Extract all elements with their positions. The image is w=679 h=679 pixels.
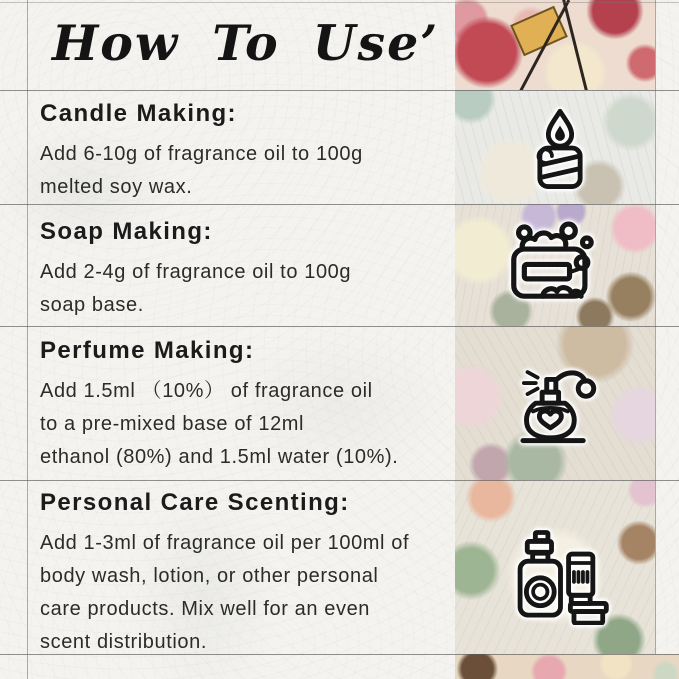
strip-edge-line bbox=[655, 0, 656, 654]
personal-care-icon bbox=[512, 528, 609, 625]
section-body-line: care products. Mix well for an even bbox=[40, 598, 371, 620]
section-body-line: scent distribution. bbox=[40, 631, 208, 653]
soap-icon bbox=[508, 221, 608, 306]
divider-line bbox=[0, 480, 679, 481]
section-body-line: body wash, lotion, or other personal bbox=[40, 565, 379, 587]
divider-line bbox=[0, 326, 679, 327]
section-body-line: ethanol (80%) and 1.5ml water (10%). bbox=[40, 446, 399, 468]
section-personal-care-scenting bbox=[40, 489, 452, 659]
section-perfume-making bbox=[40, 337, 452, 474]
left-margin-line bbox=[27, 0, 28, 679]
perfume-icon bbox=[512, 352, 607, 447]
section-heading: Soap Making: bbox=[40, 218, 213, 245]
section-heading: Perfume Making: bbox=[40, 337, 255, 364]
page-title: How To Use’ bbox=[52, 14, 440, 72]
divider-line bbox=[0, 90, 679, 91]
section-candle-making bbox=[40, 100, 452, 204]
string-decor bbox=[561, 0, 588, 91]
section-body-line: soap base. bbox=[40, 294, 144, 316]
section-heading: Candle Making: bbox=[40, 100, 237, 127]
divider-line bbox=[0, 204, 679, 205]
section-soap-making bbox=[40, 218, 452, 322]
floral-strip-bottom bbox=[455, 654, 679, 679]
section-body-line: Add 2-4g of fragrance oil to 100g bbox=[40, 261, 352, 283]
section-body-line: Add 1.5ml （10%） of fragrance oil bbox=[40, 380, 373, 402]
candle-icon bbox=[524, 105, 596, 191]
floral-strip-roses bbox=[455, 0, 655, 90]
section-body-line: Add 1-3ml of fragrance oil per 100ml of bbox=[40, 532, 410, 554]
divider-line bbox=[0, 2, 679, 3]
section-body-line: melted soy wax. bbox=[40, 176, 193, 198]
divider-line bbox=[0, 654, 679, 655]
section-body-line: to a pre-mixed base of 12ml bbox=[40, 413, 305, 435]
section-body-line: Add 6-10g of fragrance oil to 100g bbox=[40, 143, 363, 165]
section-heading: Personal Care Scenting: bbox=[40, 489, 350, 516]
